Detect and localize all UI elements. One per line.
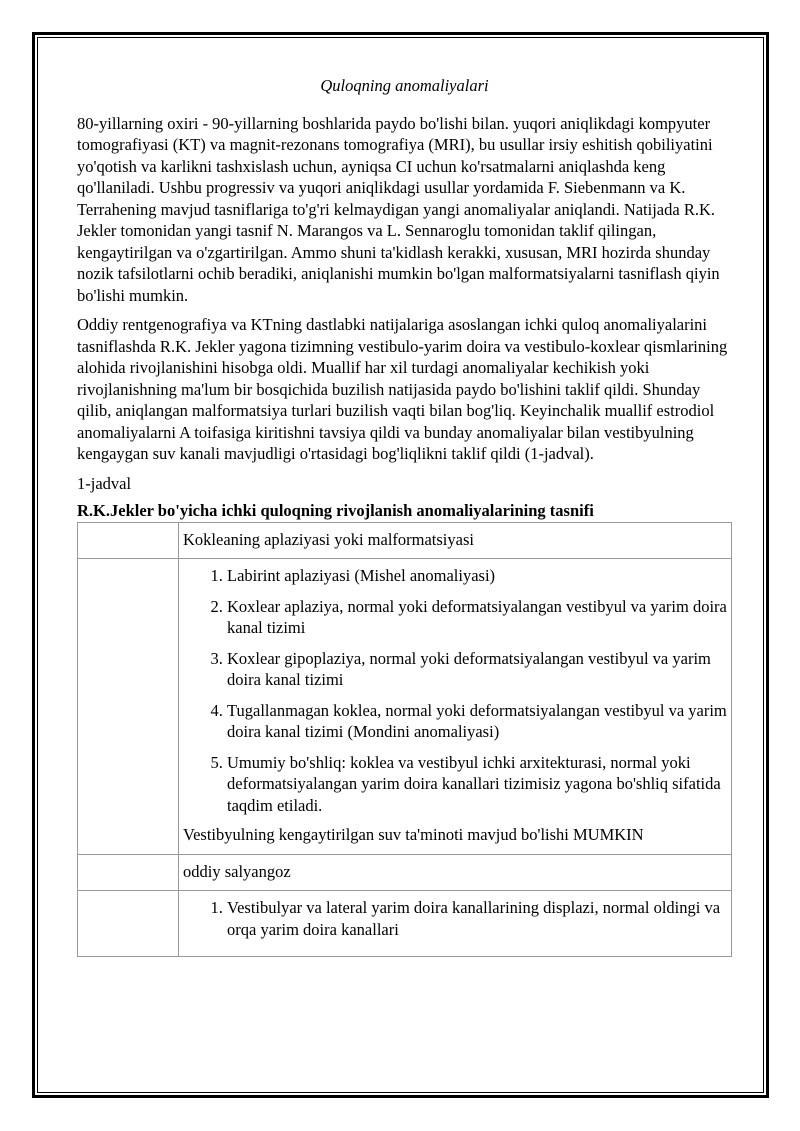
list-item: 3. Koxlear gipoplaziya, normal yoki deformatsiyalangan vestibyul va yarim doira kanal tizimi	[227, 648, 727, 691]
anomaly-list	[183, 565, 727, 816]
paragraph-2: Oddiy rentgenografiya va KTning dastlabki natijalariga asoslangan ichki quloq anomaliyalarini tasniflashda R.K. Jekler yagona tizimning vestibulo-yarim doira va vestibulo-koxlear qismlarining alohida rivojlanishini hisobga oldi. Muallif har xil turdagi anomaliyalar kechikish yoki rivojlanishning ma'lum bir bosqichida buzilish natijasida paydo bo'lishini taklif qildi. Shunday qilib, aniqlangan malformatsiya turlari buzilish vaqti bilan bog'liq. Keyinchalik muallif estrodiol anomaliyalarni A toifasiga kiritishni tavsiya qildi va bunday anomaliyalar bilan vestibyulning kengaygan suv kanali mavjudligi o'rtasidagi bog'liqlikni taklif qildi (1-jadval).	[77, 315, 728, 463]
table-note: Vestibyulning kengaytirilgan suv ta'minoti mavjud bo'lishi MUMKIN	[183, 825, 644, 844]
row-heading-cochlear-aplasia: Kokleaning aplaziyasi yoki malformatsiyasi	[183, 529, 474, 549]
table-row	[78, 891, 732, 957]
paragraph-1: 80-yillarning oxiri - 90-yillarning boshlarida paydo bo'lishi bilan. yuqori aniqlikdagi kompyuter tomografiyasi (KT) va magnit-rezonans tomografiya (MRI), bu usullar irsiy eshitish qobiliyatini yo'qotish va karlikni tashxislash uchun, ayniqsa CI uchun ko'rsatmalarni aniqlashda keng qo'llaniladi. Ushbu progressiv va yuqori aniqlikdagi usullar yordamida F. Siebenmann va K. Terrahening mavjud tasniflariga to'g'ri kelmaydigan yangi anomaliyalar aniqlandi. Natijada R.K. Jekler tomonidan yangi tasnif N. Marangos va L. Sennaroglu tomonidan taklif qilingan, kengaytirilgan va o'zgartirilgan. Ammo shuni ta'kidlash kerakki, xususan, MRI hozirda shunday nozik tafsilotlarni ochib beradiki, aniqlanishi mumkin bo'lgan malformatsiyalarni tasniflash qiyin bo'lishi mumkin.	[77, 113, 720, 305]
list-item: 5. Umumiy bo'shliq: koklea va vestibyul ichki arxitekturasi, normal yoki deformatsiyalangan yarim doira kanallari tizimisiz yagona bo'shliq sifatida taqdim etiladi.	[227, 752, 727, 817]
table-title: R.K.Jekler bo'yicha ichki quloqning rivojlanish anomaliyalarining tasnifi	[77, 501, 594, 520]
row-heading-normal-cochlea: oddiy salyangoz	[183, 861, 291, 881]
list-item: 4. Tugallanmagan koklea, normal yoki deformatsiyalangan vestibyul va yarim doira kanal tizimi (Mondini anomaliyasi)	[227, 700, 727, 743]
document-body	[77, 75, 732, 957]
classification-table	[77, 522, 732, 958]
list-item: 1. Vestibulyar va lateral yarim doira kanallarining displazi, normal oldingi va orqa yarim doira kanallari	[227, 897, 727, 940]
table-cell	[179, 891, 732, 957]
table-cell	[179, 559, 732, 855]
list-item: 1. Labirint aplaziyasi (Mishel anomaliyasi)	[227, 565, 727, 587]
document-title: Quloqning anomaliyalari	[320, 76, 489, 95]
table-cell	[179, 522, 732, 559]
table-cell	[179, 854, 732, 891]
anomaly-list	[183, 897, 727, 940]
table-row	[78, 559, 732, 855]
list-item: 2. Koxlear aplaziya, normal yoki deformatsiyalangan vestibyul va yarim doira kanal tizimi	[227, 596, 727, 639]
table-cell-empty	[78, 522, 179, 559]
table-caption: 1-jadval	[77, 473, 132, 493]
table-cell-empty	[78, 854, 179, 891]
table-cell-empty	[78, 559, 179, 855]
table-cell-empty	[78, 891, 179, 957]
table-row	[78, 854, 732, 891]
table-row	[78, 522, 732, 559]
